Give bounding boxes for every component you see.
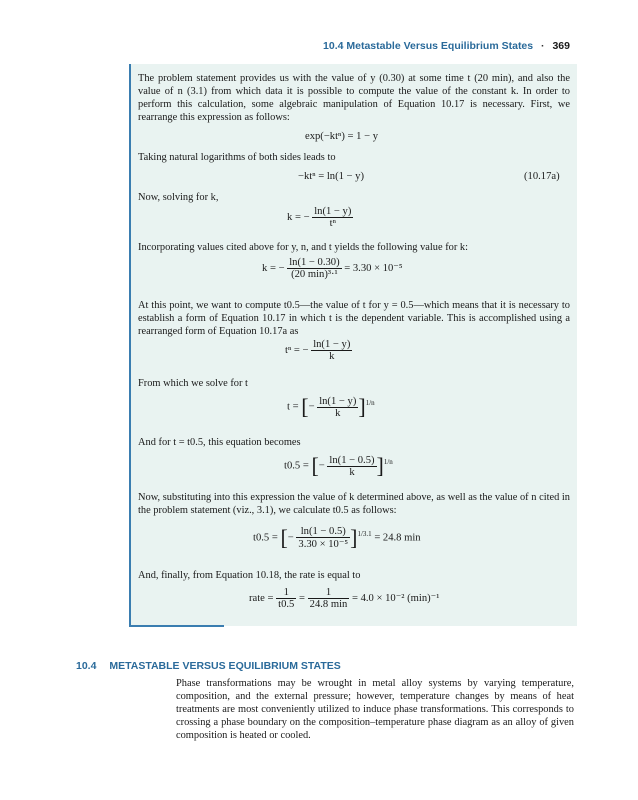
section-paragraph: Phase transformations may be wrought in metal alloy systems by varying temperature, composition, and the external pressure; however, temperature changes by means of heat treatments are most conveniently utilized to induce phase transformations. This corresponds to crossing a phase boundary on the composition–temperature phase diagram as an alloy of given composition is heated or cooled. xyxy=(176,678,574,741)
eq9-fraction-2 xyxy=(308,587,350,610)
from-which-text: From which we solve for t xyxy=(138,378,248,389)
eq8-rhs: = 24.8 min xyxy=(374,532,421,544)
eq5-denominator: k xyxy=(311,350,352,362)
equation-exp: exp(−ktⁿ) = 1 − y xyxy=(305,131,379,142)
eq3-lhs: k = − xyxy=(287,211,310,223)
eq4-fraction xyxy=(287,257,341,280)
running-head-separator: · xyxy=(541,40,545,52)
eq6-lhs: t = xyxy=(287,401,299,413)
eq6-fraction xyxy=(317,396,358,419)
equation-rate xyxy=(249,587,439,610)
equation-label-10-17a: (10.17a) xyxy=(524,171,560,182)
eq7-bracket-left: [ xyxy=(311,453,319,478)
eq4-lhs: k = − xyxy=(262,262,285,274)
panel-rule-vertical xyxy=(129,64,131,627)
eq4-numerator: ln(1 − 0.30) xyxy=(289,257,340,268)
eq3-fraction xyxy=(312,206,353,229)
equation-k-general xyxy=(287,206,353,229)
and-for-text: And for t = t0.5, this equation becomes xyxy=(138,437,301,448)
incorporating-text: Incorporating values cited above for y, n, and t yields the following value for k: xyxy=(138,242,468,253)
eq9-rhs: = 4.0 × 10⁻² (min)⁻¹ xyxy=(351,592,440,604)
eq7-bracket-right: ] xyxy=(376,453,384,478)
compute-paragraph: At this point, we want to compute t0.5—the value of t for y = 0.5—which means that it is necessary to establish a form of Equation 10.17 in which t is the dependent variable. This is accomplished using a rearranged form of Equation 10.17a as xyxy=(138,300,570,337)
eq4-denominator: (20 min)³·¹ xyxy=(287,268,341,280)
equation-tn xyxy=(285,339,352,362)
eq9-lhs: rate = xyxy=(249,592,274,604)
eq6-numerator: ln(1 − y) xyxy=(319,395,357,407)
eq7-numerator: ln(1 − 0.5) xyxy=(329,454,375,466)
eq4-rhs: = 3.30 × 10⁻⁵ xyxy=(344,262,403,274)
eq8-denominator: 3.30 × 10⁻⁵ xyxy=(298,539,349,550)
eq6-denominator: k xyxy=(317,407,358,419)
solve-k-text: Now, solving for k, xyxy=(138,192,219,203)
finally-text: And, finally, from Equation 10.18, the rate is equal to xyxy=(138,570,361,581)
equation-t-half: t0.5 = [− $\frac{\ln(1 - 0.5)}{k}$ ]$^{1/n}$ xyxy=(284,453,393,478)
eq5-fraction xyxy=(311,339,352,362)
eq8-lhs: t0.5 = xyxy=(253,532,278,544)
running-head-title: 10.4 Metastable Versus Equilibrium States xyxy=(323,40,534,52)
eq8-fraction xyxy=(296,526,350,550)
eq7-exponent: 1/n xyxy=(383,457,393,466)
section-number: 10.4 xyxy=(76,660,97,672)
eq9-fraction-1 xyxy=(276,587,296,610)
equation-k-value xyxy=(262,257,403,280)
eq9-f1-numerator: 1 xyxy=(283,587,289,598)
eq5-lhs: tⁿ = − xyxy=(285,344,309,356)
equation-10-17a: −ktⁿ = ln(1 − y) xyxy=(298,171,364,182)
substituting-paragraph: Now, substituting into this expression the value of k determined above, as well as the value of n cited in the problem statement (viz., 3.1), we calculate t0.5 as follows: xyxy=(138,492,570,516)
eq6-bracket-right: ] xyxy=(358,394,366,419)
eq8-numerator: ln(1 − 0.5) xyxy=(300,526,346,537)
eq8-exponent: 1/3.1 xyxy=(357,529,372,538)
eq3-denominator: tⁿ xyxy=(312,217,353,229)
section-heading xyxy=(76,660,341,672)
equation-t: t = [− $\frac{\ln(1 - y)}{k}$ ]$^{1/n}$ xyxy=(287,394,375,419)
eq6-exponent: 1/n xyxy=(365,398,375,407)
page-number: 369 xyxy=(552,40,570,52)
eq8-bracket-right: ] xyxy=(350,525,358,550)
running-head xyxy=(323,40,570,52)
eq9-f2-denominator: 24.8 min xyxy=(309,599,348,610)
panel-rule-horizontal xyxy=(129,625,224,627)
equation-t-half-value: t0.5 = [− $\frac{\ln(1 - 0.5)}{\text{3.30 × 10⁻⁵}}$ ]$^{1/3.1}$ = 24.8 min xyxy=(253,525,421,550)
eq3-numerator: ln(1 − y) xyxy=(314,206,352,217)
eq8-bracket-left: [ xyxy=(280,525,288,550)
log-text: Taking natural logarithms of both sides leads to xyxy=(138,152,336,163)
eq7-lhs: t0.5 = xyxy=(284,460,309,472)
eq5-numerator: ln(1 − y) xyxy=(313,339,351,350)
eq9-f2-numerator: 1 xyxy=(325,587,332,598)
eq9-f1-denominator: t0.5 xyxy=(278,599,295,610)
section-title: METASTABLE VERSUS EQUILIBRIUM STATES xyxy=(109,660,341,672)
eq6-bracket-left: [ xyxy=(301,394,309,419)
eq7-fraction xyxy=(327,455,376,478)
intro-paragraph: The problem statement provides us with the value of y (0.30) at some time t (20 min), and also the value of n (3.1) from which data it is possible to compute the value of the constant k. In order to perform this calculation, some algebraic manipulation of Equation 10.17 is necessary. First, we rearrange this expression as follows: xyxy=(138,73,570,123)
eq7-denominator: k xyxy=(327,466,376,478)
eq9-equals: = xyxy=(299,592,305,604)
